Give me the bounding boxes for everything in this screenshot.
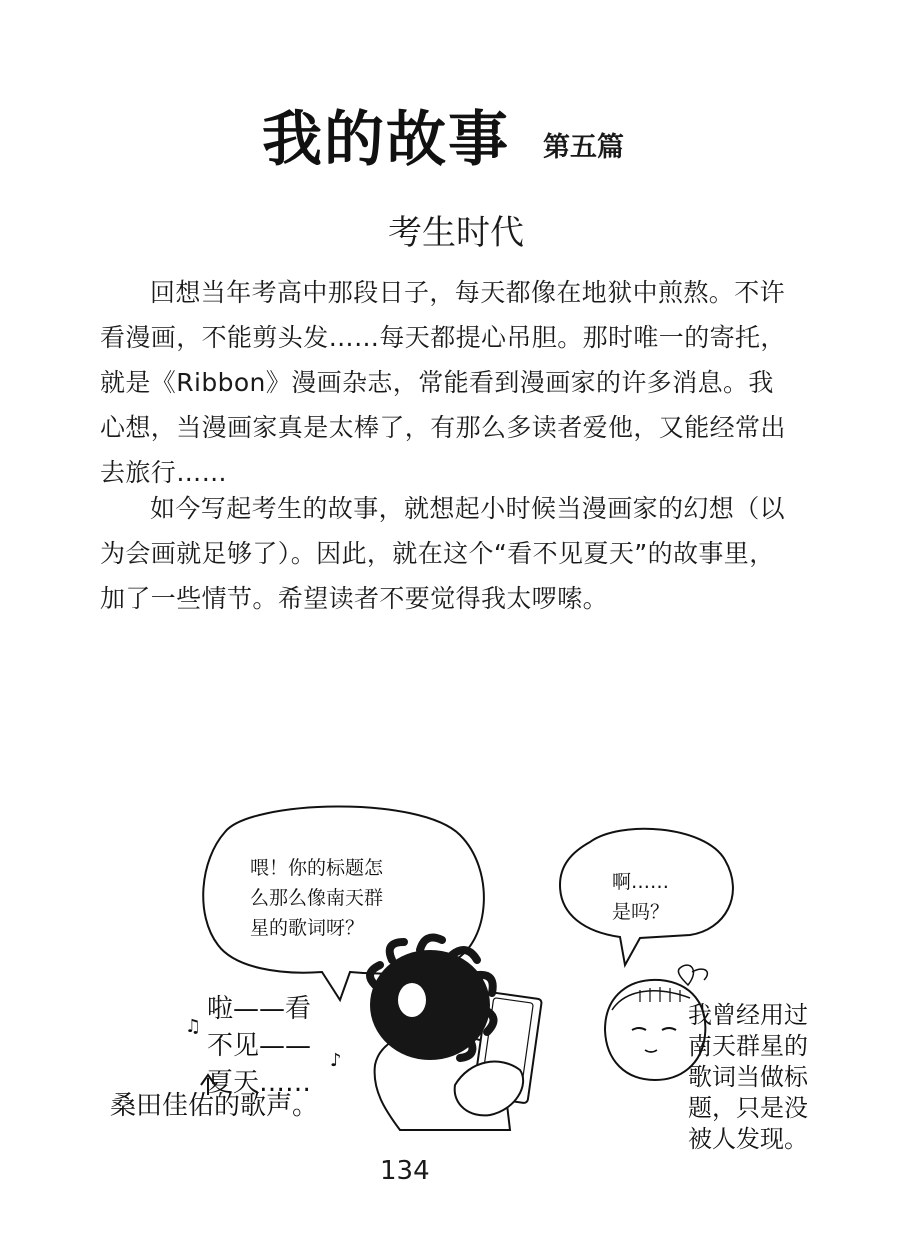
- music-note-icon: ♫: [185, 1016, 202, 1037]
- chapter-title: 考生时代: [388, 213, 524, 253]
- boy-character: [370, 938, 542, 1130]
- song-caption: 桑田佳佑的歌声。: [110, 1091, 319, 1121]
- song-lyrics: 啦——看 不见—— 夏天……: [207, 994, 312, 1098]
- music-note-icon: ♪: [330, 1050, 342, 1071]
- speech-bubble-right-text: 啊…… 是吗？: [612, 871, 670, 923]
- author-note: 我曾经用过 南天群星的 歌词当做标 题，只是没 被人发现。: [688, 1001, 808, 1153]
- body-paragraph: 如今写起考生的故事，就想起小时候当漫画家的幻想（以为会画就足够了）。因此，就在这个“看不见夏天”的故事里，加了一些情节。希望读者不要觉得我太啰嗦。: [100, 494, 786, 613]
- speech-bubble-left-text: 喂！你的标题怎 么那么像南天群 星的歌词呀？: [250, 857, 384, 939]
- page-number: 134: [380, 1156, 430, 1186]
- page-title: 我的故事: [262, 105, 510, 175]
- body-paragraph: 回想当年考高中那段日子，每天都像在地狱中煎熬。不许看漫画，不能剪头发……每天都提心吊胆。那时唯一的寄托，就是《Ribbon》漫画杂志，常能看到漫画家的许多消息。我心想，当漫画家真是太棒了，有那么多读者爱他，又能经常出去旅行……: [100, 278, 786, 487]
- episode-label: 第五篇: [543, 132, 624, 163]
